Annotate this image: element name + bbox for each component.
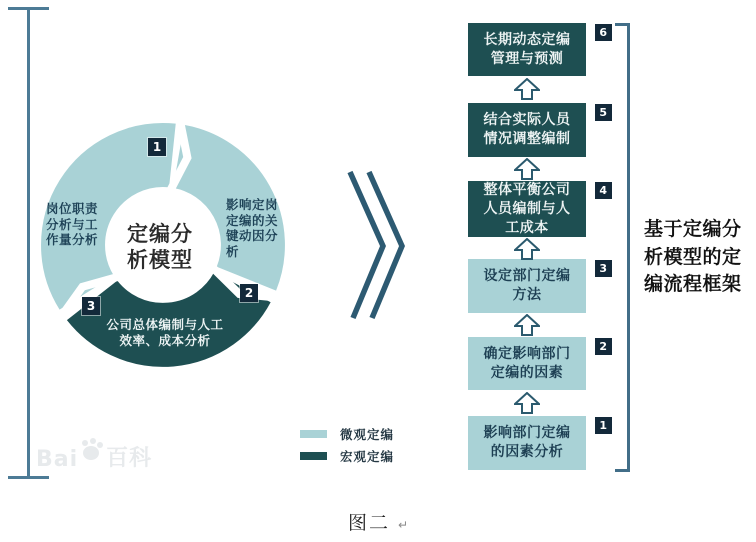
baidu-paw-icon [79, 438, 105, 462]
flow-step-5 [468, 103, 608, 157]
up-arrow-icon [514, 158, 540, 180]
right-bracket-bottom-cap [615, 469, 630, 472]
legend-item-micro [300, 423, 394, 445]
flow-step-5-label: 结合实际人员情况调整编制 [483, 112, 571, 147]
up-arrow-icon [514, 392, 540, 414]
right-bracket-top-cap [615, 23, 630, 26]
ring-step-badge-1: 1 [148, 138, 166, 156]
flow-step-1 [468, 416, 608, 470]
figure-caption-text: 图二 [347, 512, 390, 534]
ring-segment-3-label: 公司总体编制与人工效率、成本分析 [106, 317, 224, 348]
legend [300, 423, 394, 467]
model-center-label: 定编分析模型 [127, 222, 193, 272]
flow-step-1-label: 影响部门定编的因素分析 [483, 425, 571, 460]
up-arrow-icon [514, 238, 540, 260]
flow-step-2 [468, 337, 608, 390]
flow-step-6 [468, 23, 608, 76]
legend-swatch-dark [300, 452, 327, 460]
flow-step-4-badge: 4 [595, 182, 612, 199]
legend-swatch-light [300, 430, 327, 438]
flow-step-3-label: 设定部门定编方法 [483, 268, 571, 303]
legend-label-macro: 宏观定编 [340, 449, 395, 464]
flow-step-1-badge: 1 [595, 417, 612, 434]
flow-step-3-badge: 3 [595, 260, 612, 277]
legend-label-micro: 微观定编 [340, 427, 395, 442]
flow-step-5-badge: 5 [595, 104, 612, 121]
watermark-suffix: 百科 [106, 446, 153, 471]
left-bracket-bottom-cap [8, 476, 49, 479]
flow-step-6-badge: 6 [595, 24, 612, 41]
flow-step-4 [468, 181, 608, 237]
flow-title: 基于定编分析模型的定编流程框架 [644, 218, 742, 295]
ring-step-badge-2: 2 [240, 284, 258, 302]
ring-step-badge-3: 3 [82, 297, 100, 315]
double-chevron-icon [345, 169, 409, 321]
right-bracket-line [627, 23, 630, 472]
flow-step-6-label: 长期动态定编管理与预测 [483, 31, 571, 67]
watermark-prefix: Bai [36, 447, 79, 472]
flow-step-4-label: 整体平衡公司人员编制与人工成本 [483, 181, 571, 236]
flow-step-2-label: 确定影响部门定编的因素 [483, 345, 571, 381]
legend-item-macro [300, 445, 394, 467]
up-arrow-icon [514, 78, 540, 100]
ring-segment-2-label: 影响定岗定编的关键动因分析 [226, 197, 279, 259]
up-arrow-icon [514, 314, 540, 336]
return-mark-icon: ↵ [398, 518, 409, 532]
flow-step-3 [468, 259, 608, 313]
left-bracket-line [27, 7, 30, 478]
figure-caption [0, 508, 756, 535]
flow-step-2-badge: 2 [595, 338, 612, 355]
baidu-watermark [36, 438, 152, 472]
ring-segment-1-label: 岗位职责分析与工作量分析 [46, 201, 99, 247]
